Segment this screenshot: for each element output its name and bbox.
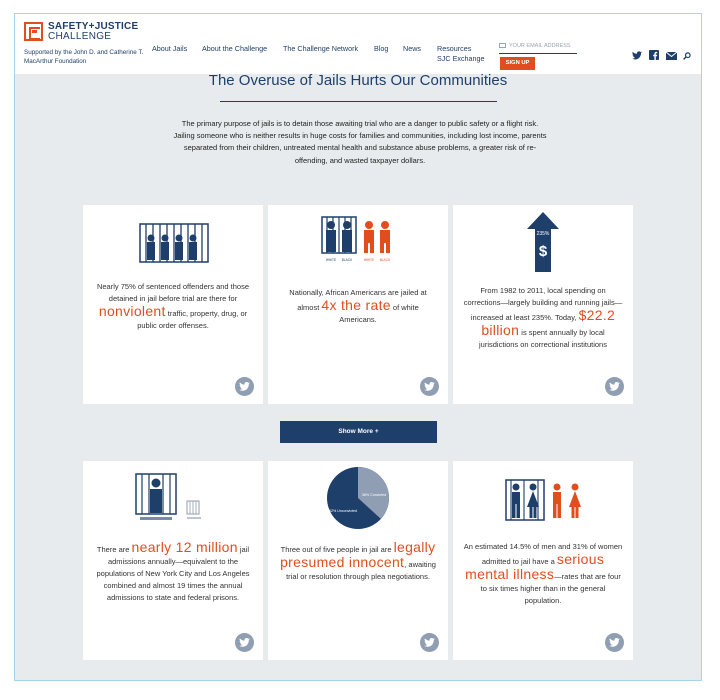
fact-text xyxy=(93,541,253,604)
nav-about-jails[interactable]: About Jails xyxy=(152,44,188,53)
nav-about-challenge[interactable]: About the Challenge xyxy=(202,44,268,53)
tweet-button[interactable] xyxy=(235,377,254,396)
page-frame xyxy=(14,13,702,681)
title-divider xyxy=(220,101,497,102)
fact-text-post: traffic, property, drug, or public order offenses. xyxy=(137,309,248,330)
logo-subtitle: CHALLENGE xyxy=(48,31,112,42)
pie-label-unconvicted: 62% Unconvicted xyxy=(329,509,357,513)
fact-text-pre: Nationally, African Americans are jailed at almost xyxy=(289,288,427,312)
pie-chart-icon xyxy=(325,465,391,531)
twitter-icon xyxy=(609,382,620,391)
fact-text-post: —rates that are four to six times higher than in the general population. xyxy=(480,572,621,605)
nav-news[interactable]: News xyxy=(403,44,421,53)
jail-bars-icon xyxy=(139,223,209,263)
fact-text-post: of white Americans. xyxy=(339,303,419,324)
graphic-label: WHITE xyxy=(363,258,375,262)
logo-mark-icon xyxy=(24,22,43,41)
fact-card-racial-disparity xyxy=(268,205,448,404)
fact-text-pre: There are xyxy=(96,545,132,554)
fact-highlight: 4x the rate xyxy=(321,297,391,313)
fact-card-nonviolent xyxy=(83,205,263,404)
twitter-icon xyxy=(424,638,435,647)
pie-label-convicted: 38% Convicted xyxy=(361,493,387,497)
mail-icon xyxy=(499,43,506,48)
fact-text xyxy=(463,285,623,351)
fact-text-post: , awaiting trial or resolution through plea negotiations. xyxy=(286,560,436,581)
fact-text-post: jail admissions annually—equivalent to the populations of New York City and Los Angeles combined and almost 19 times the annual admissions to state and federal prisons. xyxy=(96,545,250,602)
graphic-label: WHITE xyxy=(325,258,337,262)
tweet-button[interactable] xyxy=(235,633,254,652)
fact-text xyxy=(93,281,253,332)
search-icon[interactable] xyxy=(683,47,693,57)
nav-sjc-exchange[interactable]: SJC Exchange xyxy=(437,54,485,63)
fact-card-presumed-innocent xyxy=(268,461,448,660)
fact-card-mental-illness xyxy=(453,461,633,660)
jail-admissions-icon xyxy=(135,473,217,525)
nav-resources-label[interactable]: Resources xyxy=(437,44,472,53)
rising-arrow-dollar-icon xyxy=(526,211,560,273)
twitter-icon xyxy=(239,638,250,647)
email-icon[interactable] xyxy=(666,47,676,57)
graphic-label: BLACK xyxy=(379,258,391,262)
nav-challenge-network[interactable]: The Challenge Network xyxy=(283,44,359,53)
fact-highlight: nearly 12 million xyxy=(131,539,238,555)
fact-highlight: nonviolent xyxy=(98,303,166,319)
fact-highlight: serious mental illness xyxy=(465,551,605,582)
signup-button[interactable]: SIGN UP xyxy=(500,57,535,70)
logo-support-text: Supported by the John D. and Catherine T. MacArthur Foundation xyxy=(24,49,144,65)
tweet-button[interactable] xyxy=(605,633,624,652)
fact-text-pre: An estimated 14.5% of men and 31% of women admitted to jail have a xyxy=(463,542,623,566)
nav-blog[interactable]: Blog xyxy=(374,44,389,53)
twitter-icon xyxy=(239,382,250,391)
svg-text:$: $ xyxy=(538,243,548,260)
show-more-button[interactable]: Show More + xyxy=(280,421,437,443)
men-women-icon xyxy=(505,479,585,521)
graphic-label: BLACK xyxy=(341,258,353,262)
tweet-button[interactable] xyxy=(420,377,439,396)
fact-highlight: $22.2 billion xyxy=(481,307,616,338)
fact-card-spending xyxy=(453,205,633,404)
twitter-icon[interactable] xyxy=(632,47,642,57)
tweet-button[interactable] xyxy=(420,633,439,652)
fact-card-admissions xyxy=(83,461,263,660)
site-header xyxy=(15,14,701,74)
fact-text-pre: From 1982 to 2011, local spending on corrections—largely building and running jails—increased at least 235%. Today, xyxy=(463,286,623,322)
intro-paragraph: The primary purpose of jails is to detain those awaiting trial who are a danger to public safety or a flight risk. Jailing someone who is neither results in huge costs for families and communities, including lost income, parents separated from their children, untreated mental health and substance abuse problems, a greater risk of re-offending, and wasted taxpayer dollars. xyxy=(173,119,547,165)
fact-text-pre: Three out of five people in jail are xyxy=(280,545,394,554)
twitter-icon xyxy=(424,382,435,391)
fact-highlight: legally presumed innocent xyxy=(280,539,436,570)
email-placeholder: YOUR EMAIL ADDRESS xyxy=(509,43,571,49)
people-comparison-icon xyxy=(321,216,396,266)
graphic-label: 235% xyxy=(536,231,550,237)
twitter-icon xyxy=(609,638,620,647)
facebook-icon[interactable] xyxy=(649,47,659,57)
tweet-button[interactable] xyxy=(605,377,624,396)
page-title: The Overuse of Jails Hurts Our Communities xyxy=(208,72,508,89)
fact-text-post: is spent annually by local jurisdictions on correctional institutions xyxy=(479,328,607,349)
fact-text xyxy=(278,287,438,326)
fact-text xyxy=(278,541,438,583)
fact-text xyxy=(463,541,623,607)
logo-title: SAFETY+JUSTICE xyxy=(48,21,139,32)
nav-resources[interactable] xyxy=(437,44,485,64)
fact-text-pre: Nearly 75% of sentenced offenders and those detained in jail before trial are there for xyxy=(96,282,250,303)
email-input[interactable] xyxy=(499,41,577,54)
